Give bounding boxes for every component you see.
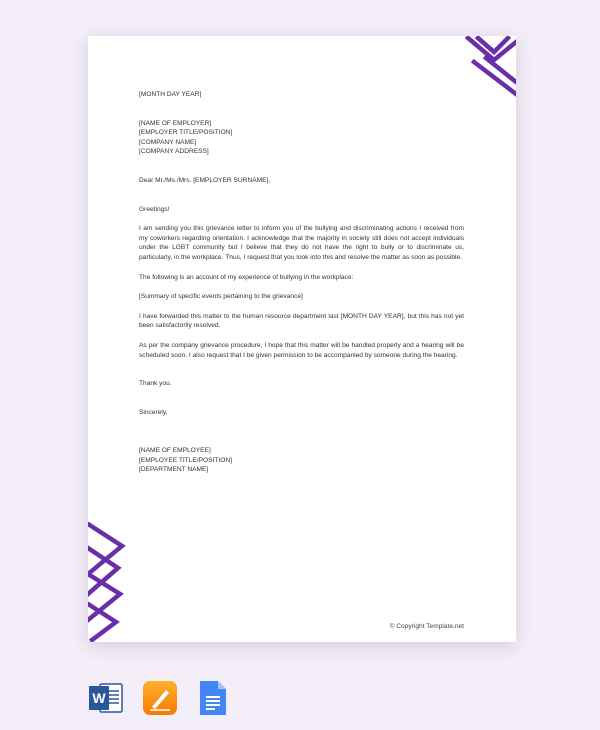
paragraph-5: As per the company grievance procedure, I hope that this matter will be handled properly and a hearing will be scheduled soon. I also request that I be given permission to be accompanied by someone during the hearing. — [139, 341, 464, 359]
employee-title: [EMPLOYEE TITLE/POSITION] — [139, 456, 232, 464]
employee-name: [NAME OF EMPLOYEE] — [139, 447, 211, 455]
pages-icon[interactable] — [142, 680, 178, 716]
paragraph-1: I am sending you this grievance letter to inform you of the bullying and discriminating actions I received from my coworkers regarding orientation. I acknowledge that the majority in society still does not accept individuals under the LGBT community but I believe that they do not have the right to bully or to discriminate us, particularly, in the workplace. Thus, I request that you look into this and resolve the matter as soon as possible. — [139, 225, 464, 261]
recipient-address: [COMPANY ADDRESS] — [139, 148, 209, 156]
letter-page — [88, 36, 516, 642]
greeting: Greetings! — [139, 205, 170, 213]
paragraph-3: [Summary of specific events pertaining to the grievance] — [139, 293, 303, 301]
department-name: [DEPARTMENT NAME] — [139, 466, 209, 474]
google-docs-icon[interactable] — [198, 680, 228, 716]
letter-date: [MONTH DAY YEAR] — [139, 91, 202, 98]
paragraph-2: The following is an account of my experience of bullying in the workplace: — [139, 273, 354, 281]
copyright-text: © Copyright Template.net — [389, 623, 464, 630]
recipient-name: [NAME OF EMPLOYER] — [139, 119, 212, 127]
recipient-title: [EMPLOYER TITLE/POSITION] — [139, 129, 233, 137]
salutation: Dear Mr./Ms./Mrs. [EMPLOYER SURNAME], — [139, 176, 271, 184]
corner-decoration-bottom-left — [88, 522, 128, 642]
recipient-company: [COMPANY NAME] — [139, 138, 197, 146]
word-icon[interactable] — [88, 680, 124, 716]
closing: Sincerely, — [139, 408, 168, 416]
svg-text:W: W — [92, 690, 106, 706]
paragraph-4: I have forwarded this matter to the human resource department last [MONTH DAY YEAR], but this has not yet been satisfactorily resolved. — [139, 312, 464, 330]
corner-decoration-top-right — [464, 36, 516, 98]
thank-you: Thank you. — [139, 380, 172, 388]
recipient-block — [139, 119, 464, 157]
signature-block — [139, 446, 464, 475]
letter-body — [139, 90, 464, 475]
